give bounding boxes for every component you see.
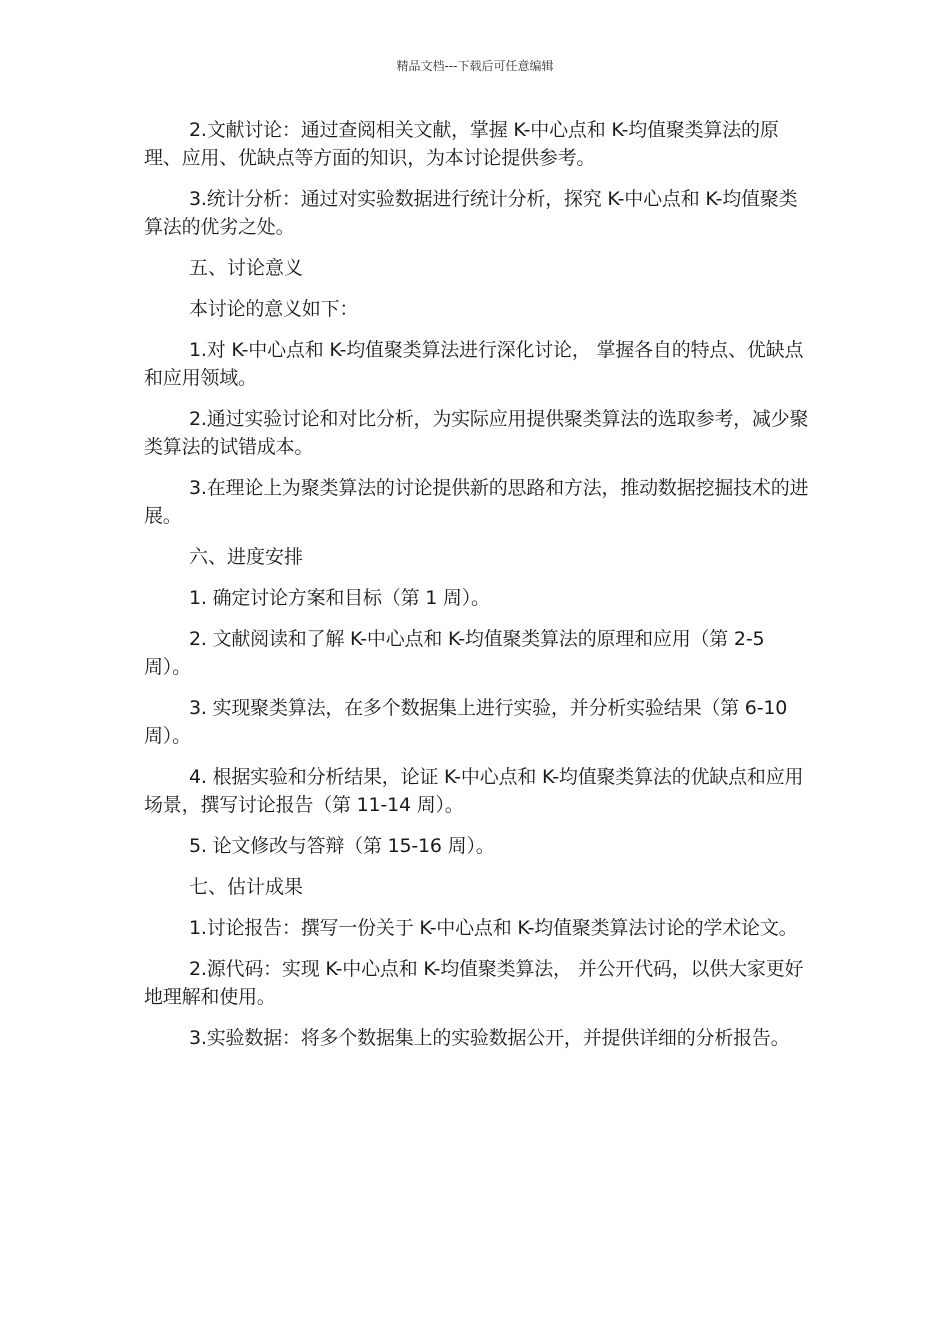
schedule-item-3: 3. 实现聚类算法，在多个数据集上进行实验，并分析实验结果（第 6-10 周）。: [144, 697, 788, 747]
outcome-item-3: 3.实验数据：将多个数据集上的实验数据公开，并提供详细的分析报告。: [189, 1027, 790, 1049]
outcome-item-1: 1.讨论报告：撰写一份关于 K-中心点和 K-均值聚类算法讨论的学术论文。: [189, 917, 798, 939]
significance-intro: 本讨论的意义如下：: [189, 298, 359, 320]
schedule-item-1: 1. 确定讨论方案和目标（第 1 周）。: [189, 587, 490, 609]
method-literature-paragraph: 2.文献讨论：通过查阅相关文献，掌握 K-中心点和 K-均值聚类算法的原理、应用、优缺点等方面的知识，为本讨论提供参考。: [144, 119, 779, 169]
method-statistics-paragraph: 3.统计分析：通过对实验数据进行统计分析，探究 K-中心点和 K-均值聚类算法的优劣之处。: [144, 188, 798, 238]
schedule-item-4: 4. 根据实验和分析结果，论证 K-中心点和 K-均值聚类算法的优缺点和应用场景，撰写讨论报告（第 11-14 周）。: [144, 766, 804, 816]
schedule-item-5: 5. 论文修改与答辩（第 15-16 周）。: [189, 835, 495, 857]
section-heading-significance: 五、讨论意义: [189, 257, 304, 279]
significance-item-1: 1.对 K-中心点和 K-均值聚类算法进行深化讨论， 掌握各自的特点、优缺点和应用领域。: [144, 339, 804, 389]
page-header: 精品文档---下载后可任意编辑: [396, 59, 554, 73]
schedule-item-2: 2. 文献阅读和了解 K-中心点和 K-均值聚类算法的原理和应用（第 2-5 周）。: [144, 628, 765, 678]
significance-item-2: 2.通过实验讨论和对比分析，为实际应用提供聚类算法的选取参考，减少聚类算法的试错成本。: [144, 408, 809, 458]
section-heading-schedule: 六、进度安排: [189, 546, 304, 568]
document-body: [144, 116, 809, 1065]
significance-item-3: 3.在理论上为聚类算法的讨论提供新的思路和方法，推动数据挖掘技术的进展。: [144, 477, 809, 527]
section-heading-outcomes: 七、估计成果: [189, 876, 304, 898]
outcome-item-2: 2.源代码：实现 K-中心点和 K-均值聚类算法， 并公开代码，以供大家更好地理解和使用。: [144, 958, 804, 1008]
